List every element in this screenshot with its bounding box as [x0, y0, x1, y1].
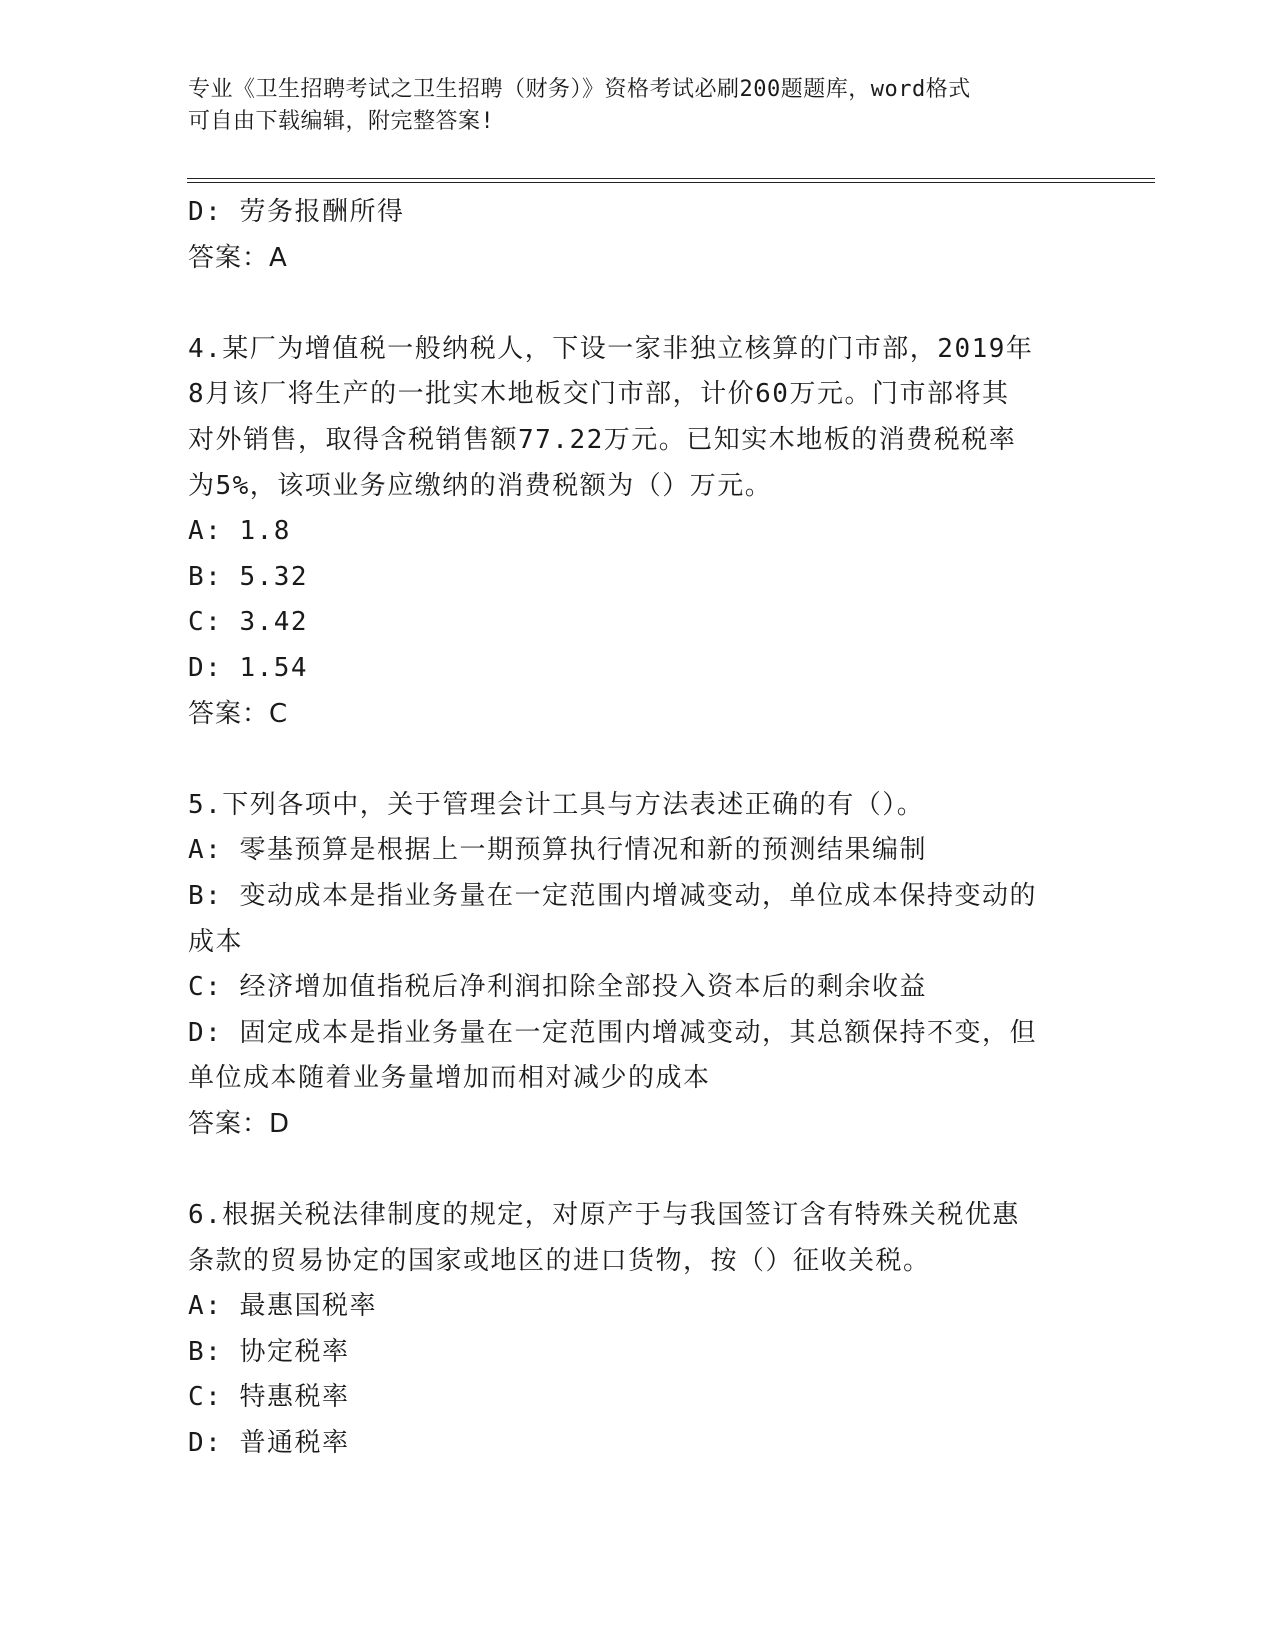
q4-option-a: A: 1.8: [188, 516, 291, 547]
q6-option-c: C: 特惠税率: [188, 1382, 350, 1413]
q5-option-d-line-1: D: 固定成本是指业务量在一定范围内增减变动，其总额保持不变，但: [188, 1017, 1037, 1048]
spacer: [188, 737, 1088, 783]
q5-option-d-line-2: 单位成本随着业务量增加而相对减少的成本: [188, 1063, 711, 1094]
prev-option-d: D: 劳务报酬所得: [188, 197, 405, 227]
q5-option-c: C: 经济增加值指税后净利润扣除全部投入资本后的剩余收益: [188, 972, 927, 1003]
q4-option-b: B: 5.32: [188, 561, 309, 592]
header-line-2: 可自由下载编辑，附完整答案!: [188, 109, 495, 134]
q5-option-a: A: 零基预算是根据上一期预算执行情况和新的预测结果编制: [188, 835, 927, 866]
q5-answer: 答案：D: [188, 1108, 291, 1139]
header-line-1: 专业《卫生招聘考试之卫生招聘（财务）》资格考试必刷200题题库，word格式: [188, 77, 971, 102]
q5-stem-line-1: 5.下列各项中，关于管理会计工具与方法表述正确的有（）。: [188, 789, 925, 820]
prev-answer: 答案：A: [188, 242, 288, 273]
q5-option-b-line-2: 成本: [188, 926, 244, 957]
header-rule-top: [187, 178, 1155, 179]
q4-stem-line-2: 8月该厂将生产的一批实木地板交门市部，计价60万元。门市部将其: [188, 379, 1010, 410]
q4-answer: 答案：C: [188, 698, 289, 729]
spacer: [188, 281, 1088, 327]
header-rule-bottom: [187, 182, 1155, 183]
q6-stem-line-2: 条款的贸易协定的国家或地区的进口货物，按（）征收关税。: [188, 1245, 931, 1276]
q4-stem-line-3: 对外销售，取得含税销售额77.22万元。已知实木地板的消费税税率: [188, 424, 1017, 455]
question-content: [188, 190, 1088, 1467]
q4-stem-line-4: 为5%，该项业务应缴纳的消费税额为（）万元。: [188, 470, 773, 501]
q4-stem-line-1: 4.某厂为增值税一般纳税人，下设一家非独立核算的门市部，2019年: [188, 333, 1034, 364]
q6-option-a: A: 最惠国税率: [188, 1291, 377, 1322]
q6-stem-line-1: 6.根据关税法律制度的规定，对原产于与我国签订含有特殊关税优惠: [188, 1200, 1020, 1231]
q4-option-d: D: 1.54: [188, 652, 309, 683]
q6-option-b: B: 协定税率: [188, 1336, 350, 1367]
q4-option-c: C: 3.42: [188, 607, 309, 638]
q5-option-b-line-1: B: 变动成本是指业务量在一定范围内增减变动，单位成本保持变动的: [188, 880, 1037, 911]
document-header: [188, 74, 1068, 138]
spacer: [188, 1147, 1088, 1193]
q6-option-d: D: 普通税率: [188, 1428, 350, 1459]
